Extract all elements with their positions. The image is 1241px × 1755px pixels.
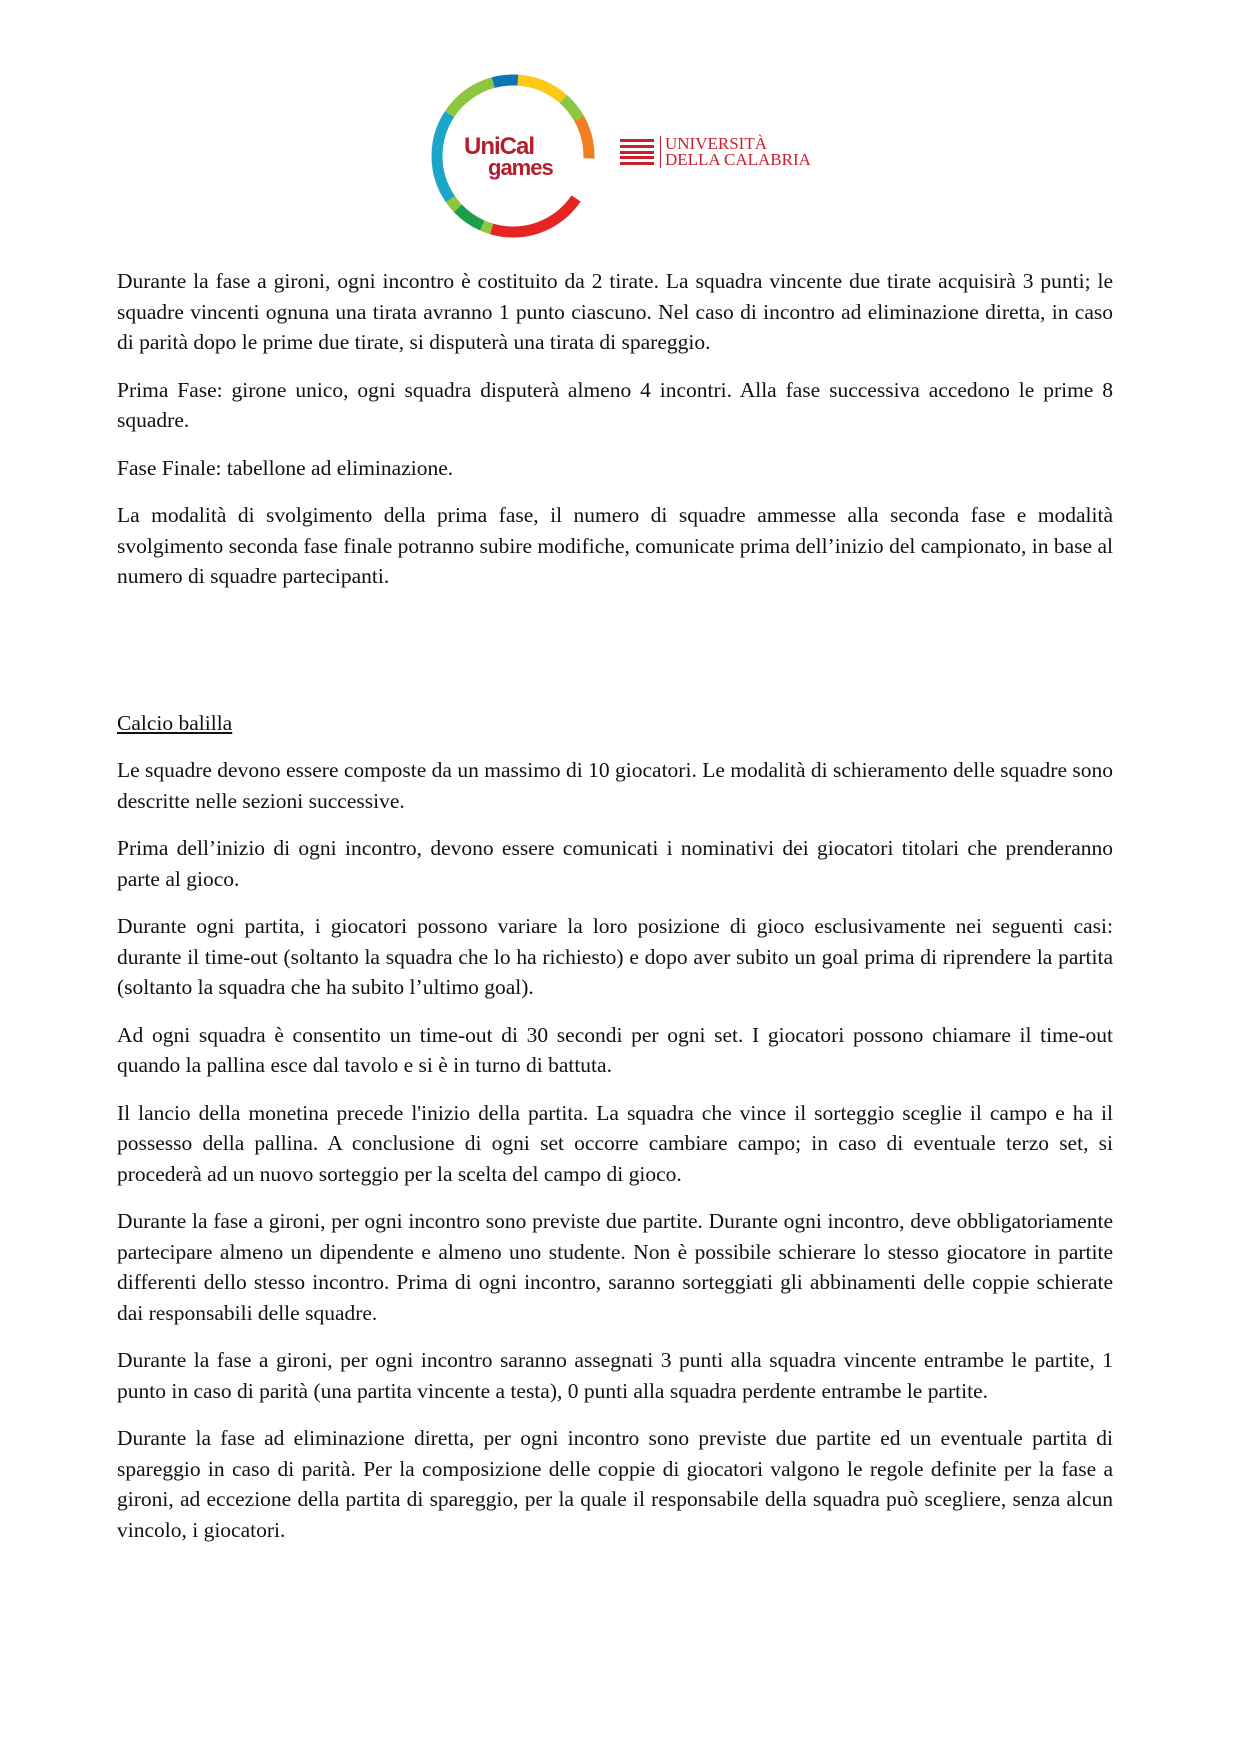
paragraph: Fase Finale: tabellone ad eliminazione. [117,455,454,480]
university-emblem-icon [620,139,654,165]
paragraph: Durante ogni partita, i giocatori possono variare la loro posizione di gioco esclusivamente nei seguenti casi: durante il time-out (soltanto la squadra che lo ha richiesto) e dopo aver subito un goal prima di riprendere la partita (soltanto la squadra che ha subito l’ultimo goal). [117,914,1113,999]
paragraph: Ad ogni squadra è consentito un time-out di 30 secondi per ogni set. I giocatori possono chiamare il time-out quando la pallina esce dal tavolo e si è in turno di battuta. [117,1022,1113,1077]
paragraph: Prima dell’inizio di ogni incontro, devono essere comunicati i nominativi dei giocatori titolari che prenderanno parte al gioco. [117,836,1113,891]
paragraph: Durante la fase a gironi, ogni incontro è costituito da 2 tirate. La squadra vincente due tirate acquisirà 3 punti; le squadre vincenti ognuna una tirata avranno 1 punto ciascuno. Nel caso di incontro ad eliminazione diretta, in caso di parità dopo le prime due tirate, si disputerà una tirata di spareggio. [117,269,1113,354]
paragraph: Durante la fase ad eliminazione diretta, per ogni incontro sono previste due partite ed un eventuale partita di spareggio in caso di parità. Per la composizione delle coppie di giocatori valgono le regole definite per la fase a gironi, ad eccezione della partita di spareggio, per la quale il responsabile della squadra può scegliere, senza alcun vincolo, i giocatori. [117,1426,1113,1542]
paragraph: La modalità di svolgimento della prima fase, il numero di squadre ammesse alla seconda fase e modalità svolgimento seconda fase finale potranno subire modifiche, comunicate prima dell’inizio del campionato, in base al numero di squadre partecipanti. [117,503,1113,588]
paragraph: Le squadre devono essere composte da un massimo di 10 giocatori. Le modalità di schieramento delle squadre sono descritte nelle sezioni successive. [117,758,1113,813]
paragraph: Durante la fase a gironi, per ogni incontro sono previste due partite. Durante ogni incontro, deve obbligatoriamente partecipare almeno un dipendente e almeno uno studente. Non è possibile schierare lo stesso giocatore in partite differenti dello stesso incontro. Prima di ogni incontro, saranno sorteggiati gli abbinamenti delle coppie schierate dai responsabili delle squadre. [117,1209,1113,1325]
university-name-line2: DELLA CALABRIA [665,150,811,169]
document-body [117,266,1113,1562]
university-name-line1: UNIVERSITÀ [665,134,767,153]
logo-wordmark: UniCal games [464,133,553,180]
section-heading: Calcio balilla [117,710,233,735]
paragraph: Prima Fase: girone unico, ogni squadra disputerà almeno 4 incontri. Alla fase successiva accedono le prime 8 squadre. [117,377,1113,432]
university-logo [620,136,811,168]
paragraph: Durante la fase a gironi, per ogni incontro saranno assegnati 3 punti alla squadra vincente entrambe le partite, 1 punto in caso di parità (una partita vincente a testa), 0 punti alla squadra perdente entrambe le partite. [117,1348,1113,1403]
unical-games-logo [430,73,596,239]
paragraph: Il lancio della monetina precede l'inizio della partita. La squadra che vince il sorteggio sceglie il campo e ha il possesso della pallina. A conclusione di ogni set occorre cambiare campo; in caso di eventuale terzo set, si procederà ad un nuovo sorteggio per la scelta del campo di gioco. [117,1100,1113,1186]
